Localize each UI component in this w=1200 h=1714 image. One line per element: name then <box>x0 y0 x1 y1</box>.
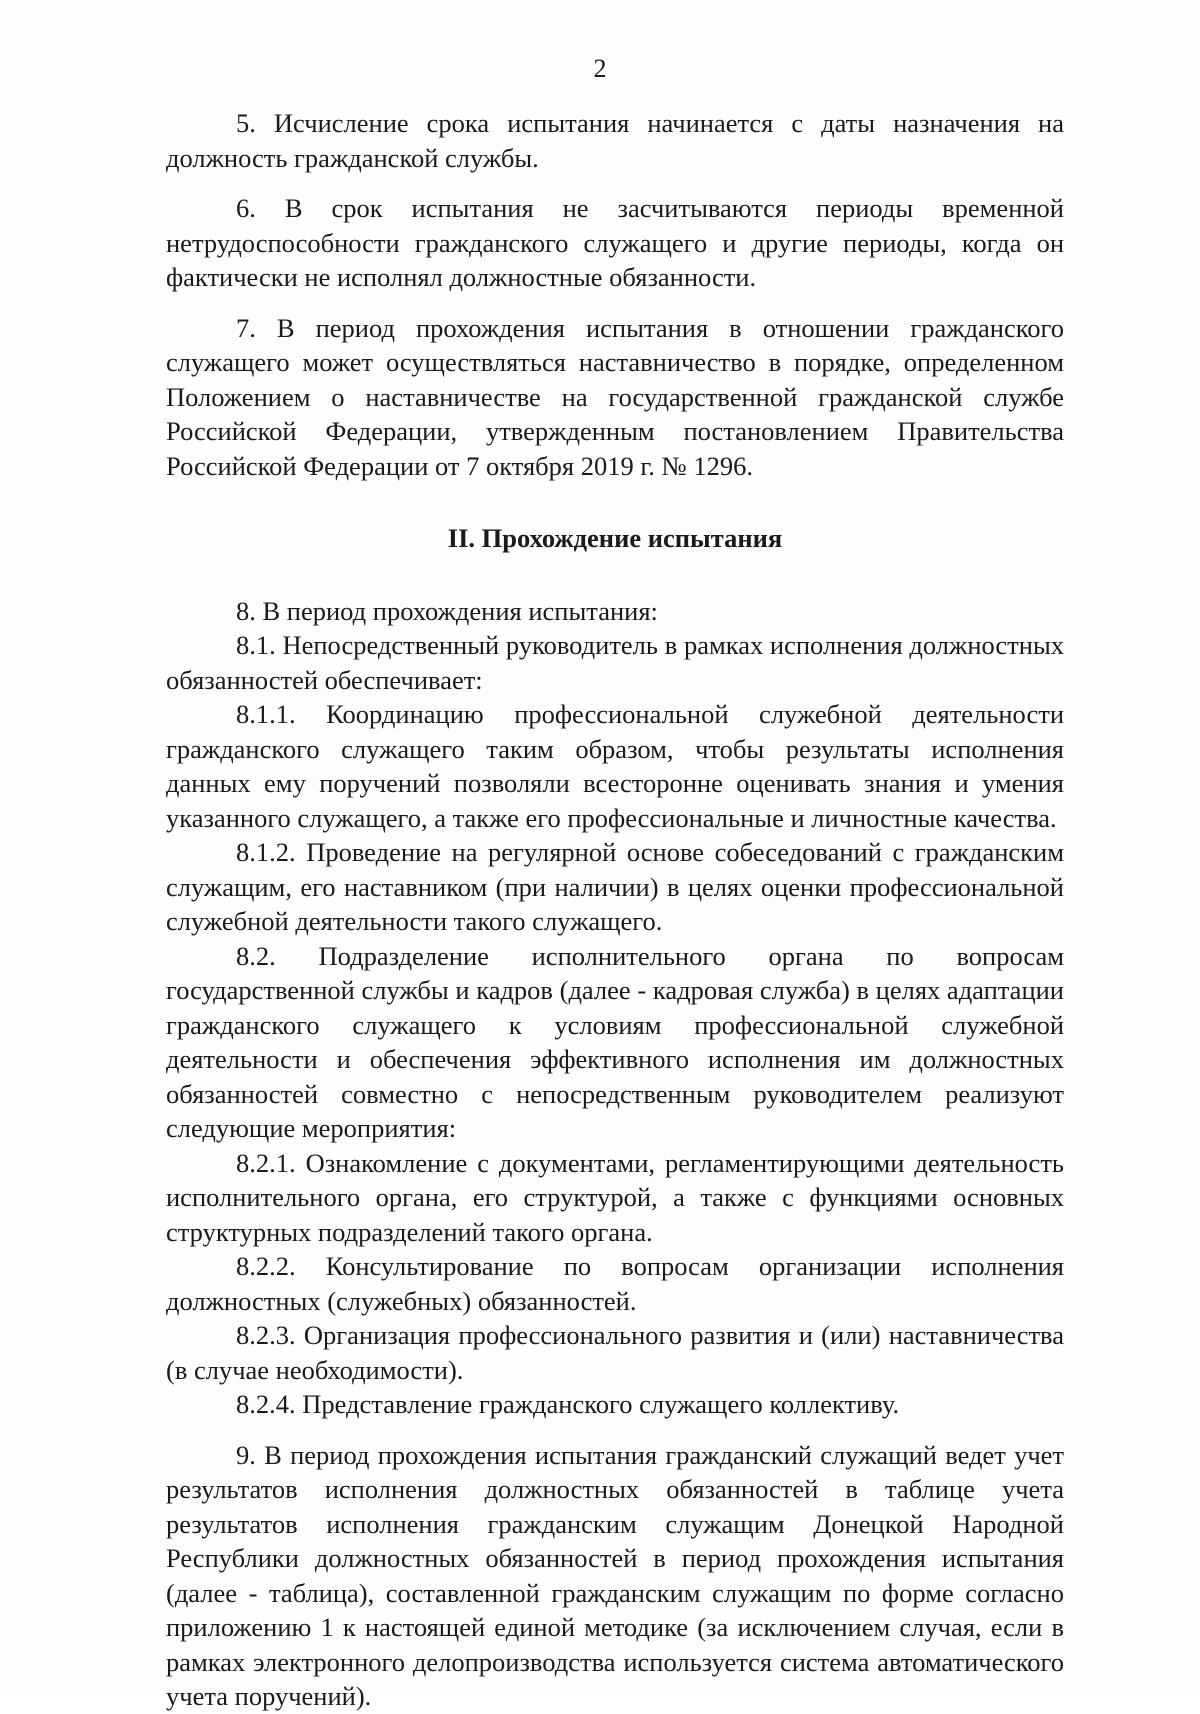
paragraph-9: 9. В период прохождения испытания гражданский служащий ведет учет результатов исполнения должностных обязанностей в таблице учета результатов исполнения гражданским служащим Донецкой Народной Республики должностных обязанностей в период прохождения испытания (далее - таблица), составленной гражданским служащим по форме согласно приложению 1 к настоящей единой методике (за исключением случая, если в рамках электронного делопроизводства используется система автоматического учета поручений). <box>166 1439 1064 1711</box>
paragraph-8-1-1: 8.1.1. Координацию профессиональной служебной деятельности гражданского служащего таким образом, чтобы результаты исполнения данных ему поручений позволяли всесторонне оценивать знания и умения указанного служащего, а также его профессиональные и личностные качества. <box>166 699 1064 833</box>
paragraph-8-2-1: 8.2.1. Ознакомление с документами, регламентирующими деятельность исполнительного органа, его структурой, а также с функциями основных структурных подразделений такого органа. <box>166 1147 1064 1247</box>
paragraph-8-2-3: 8.2.3. Организация профессионального развития и (или) наставничества (в случае необходимости). <box>166 1320 1064 1385</box>
paragraph-8-1: 8.1. Непосредственный руководитель в рамках исполнения должностных обязанностей обеспечивает: <box>166 630 1064 695</box>
document-body <box>166 106 1064 1714</box>
paragraph-5: 5. Исчисление срока испытания начинается с даты назначения на должность гражданской службы. <box>166 108 1064 173</box>
paragraph-6: 6. В срок испытания не засчитываются периоды временной нетрудоспособности гражданского служащего и другие периоды, когда он фактически не исполнял должностные обязанности. <box>166 193 1064 292</box>
paragraph-7: 7. В период прохождения испытания в отношении гражданского служащего может осуществляться наставничество в порядке, определенном Положением о наставничестве на государственной гражданской службе Российской Федерации, утвержденным постановлением Правительства Российской Федерации от 7 октября 2019 г. № 1296. <box>166 312 1064 481</box>
paragraph-8-1-2: 8.1.2. Проведение на регулярной основе собеседований с гражданским служащим, его наставником (при наличии) в целях оценки профессиональной служебной деятельности такого служащего. <box>166 837 1064 936</box>
paragraph-8: 8. В период прохождения испытания: <box>236 595 658 626</box>
section-heading: II. Прохождение испытания <box>447 523 783 553</box>
paragraph-8-2: 8.2. Подразделение исполнительного органа по вопросам государственной службы и кадров (далее - кадровая служба) в целях адаптации гражданского служащего к условиям профессиональной служебной деятельности и обеспечения эффективного исполнения им должностных обязанностей совместно с непосредственным руководителем реализуют следующие мероприятия: <box>166 940 1064 1143</box>
paragraph-8-2-2: 8.2.2. Консультирование по вопросам организации исполнения должностных (служебных) обязанностей. <box>166 1251 1064 1316</box>
page-number: 2 <box>593 54 607 83</box>
paragraph-8-2-4: 8.2.4. Представление гражданского служащего коллективу. <box>236 1389 900 1419</box>
